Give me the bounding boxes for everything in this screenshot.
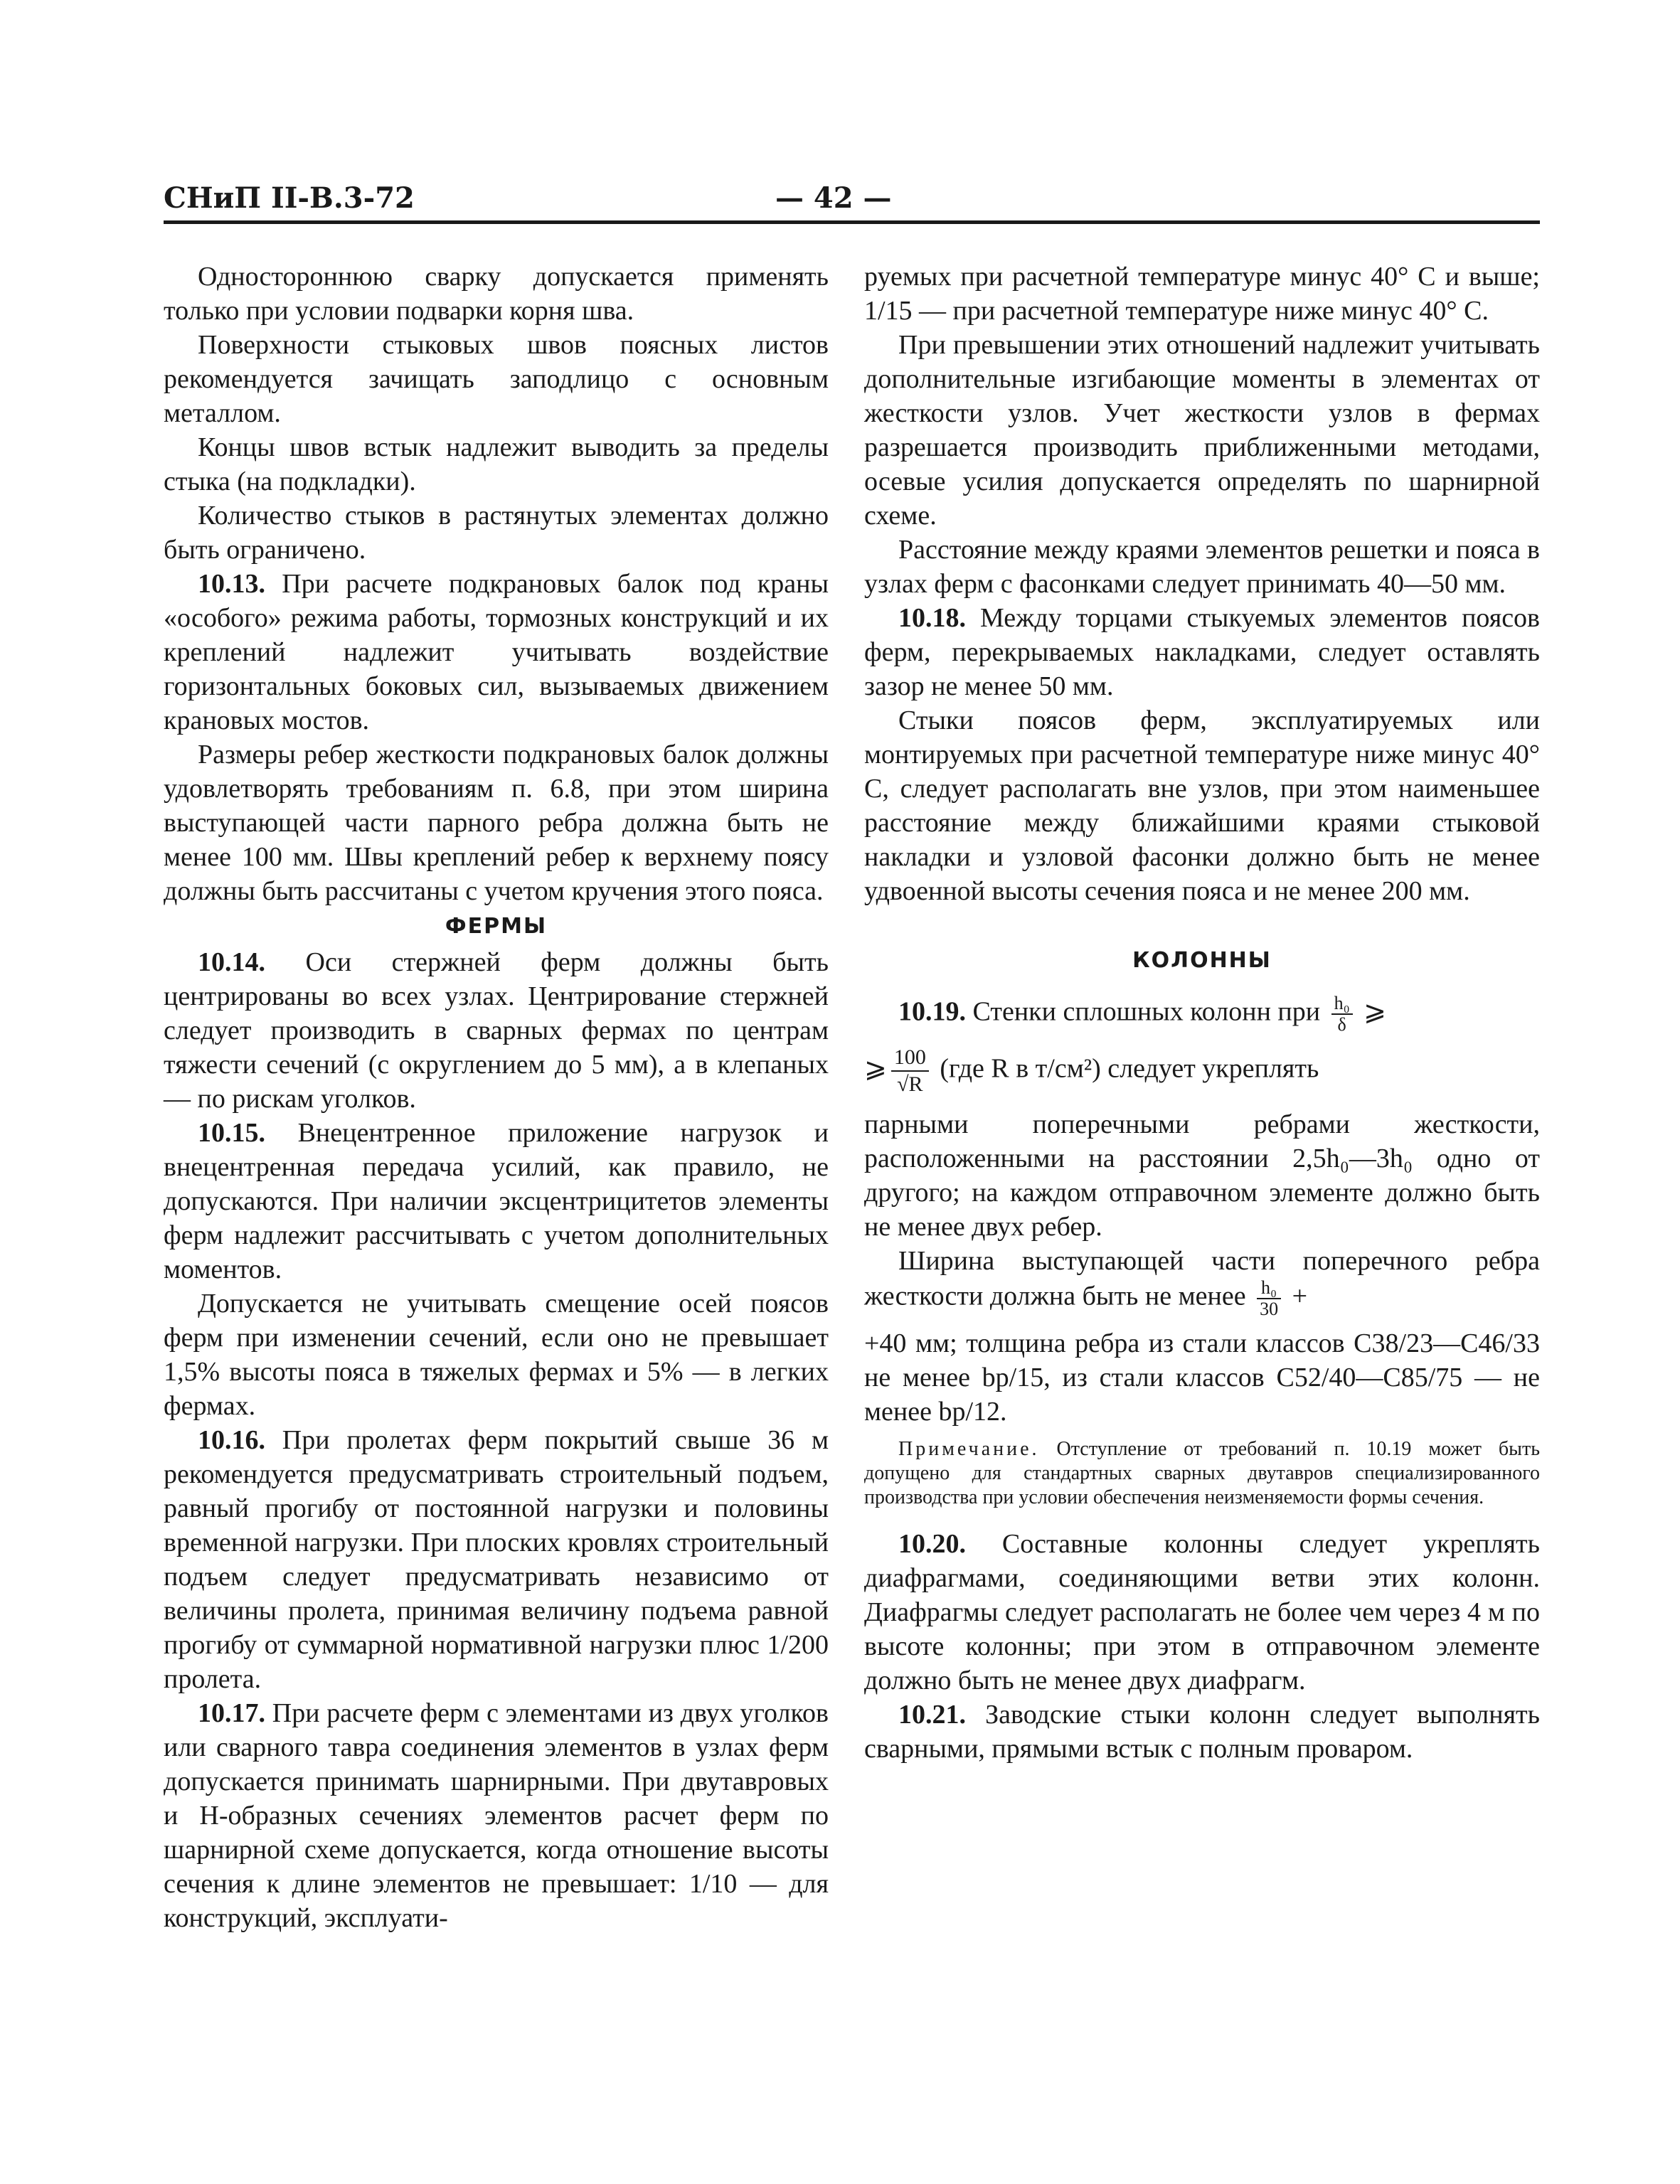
clause-number: 10.21. [898, 1700, 966, 1730]
clause-number: 10.15. [198, 1118, 265, 1148]
paragraph-rib-width [864, 1244, 1540, 1319]
clause-text: Внецентренное приложение нагрузок и внецентренная передача усилий, как правило, не допускаются. При наличии эксцентрицитетов элементы ферм надлежит рассчитывать с учетом дополнительных моментов. [164, 1118, 829, 1284]
fraction-numerator: h₀ [1257, 1278, 1281, 1299]
fraction-numerator: h₀ [1331, 994, 1353, 1015]
left-column [164, 260, 829, 1935]
clause-number: 10.13. [198, 569, 265, 599]
page-header [164, 181, 1540, 224]
fraction-denominator: 30 [1260, 1299, 1279, 1319]
spacer [864, 1319, 1540, 1326]
page-number: — 42 — [775, 181, 892, 215]
clause-number: 10.20. [898, 1529, 966, 1559]
document-code: СНиП II-В.3-72 [164, 181, 415, 215]
paragraph: Стыки поясов ферм, эксплуатируемых или монтируемых при расчетной температуре ниже минус 40° С, следует располагать вне узлов, при этом наименьшее расстояние между ближайшими краями стыковой накладки и узловой фасонки должно быть не менее удвоенной высоты сечения пояса и не менее 200 мм. [864, 705, 1540, 906]
fraction-h0-30 [1257, 1278, 1281, 1319]
paragraph: Концы швов встык надлежит выводить за пределы стыка (на подкладки). [164, 432, 829, 496]
header-rule [164, 220, 1540, 224]
clause-text: При расчете подкрановых балок под краны «особого» режима работы, тормозных конструкций и их креплений надлежит учитывать воздействие горизонтальных боковых сил, вызываемых движением крановых мостов. [164, 569, 829, 735]
note-label: Примечание. [898, 1438, 1040, 1460]
section-title-kolonny: КОЛОННЫ [1132, 948, 1272, 973]
spacer [864, 908, 1540, 942]
spacer [864, 979, 1540, 994]
clause-text: Между торцами стыкуемых элементов поясов ферм, перекрываемых накладками, следует оставлять зазор не менее 50 мм. [864, 603, 1540, 701]
paragraph-10-19-line1 [864, 994, 1540, 1035]
clause-text: (где R в т/см²) следует укреплять [932, 1053, 1319, 1084]
paragraph-10-13 [164, 567, 829, 737]
section-title-fermy: ФЕРМЫ [445, 914, 548, 939]
fraction-h0-delta [1331, 994, 1353, 1035]
clause-text: Ширина выступающей части поперечного ребра жесткости должна быть не менее [864, 1246, 1540, 1311]
clause-number: 10.18. [898, 603, 966, 633]
paragraph: Допускается не учитывать смещение осей поясов ферм при изменении сечений, если оно не превышает 1,5% высоты пояса в тяжелых фермах и 5% — в легких фермах. [164, 1289, 829, 1421]
spacer [864, 1035, 1540, 1045]
paragraph: При превышении этих отношений надлежит учитывать дополнительные изгибающие моменты в элементах от жесткости узлов. Учет жесткости узлов в фермах разрешается производить приближенными методами, осевые усилия допускается определять по шарнирной схеме. [864, 330, 1540, 531]
fraction-numerator: 100 [891, 1045, 929, 1072]
paragraph: Количество стыков в растянутых элементах должно быть ограничено. [164, 501, 829, 565]
paragraph: руемых при расчетной температуре минус 40° С и выше; 1/15 — при расчетной температуре ниже минус 40° С. [864, 262, 1540, 326]
paragraph: +40 мм; толщина ребра из стали классов С38/23—С46/33 не менее bр/15, из стали классов С52/40—С85/75 — не менее bр/12. [864, 1328, 1540, 1427]
clause-number: 10.19. [898, 996, 966, 1027]
paragraph: Одностороннюю сварку допускается применять только при условии подварки корня шва. [164, 262, 829, 326]
paragraph-10-19-line2 [864, 1045, 1540, 1097]
inequality-sign: ⩾ [864, 1053, 887, 1084]
clause-text: ⩾ [1356, 996, 1387, 1027]
fraction-denominator: δ [1337, 1014, 1346, 1035]
note [864, 1437, 1540, 1510]
clause-text: Оси стержней ферм должны быть центрированы во всех узлах. Центрирование стержней следует производить в сварных фермах по центрам тяжести сечений (с округлением до 5 мм), а в клепаных — по рискам уголков. [164, 947, 829, 1114]
paragraph: парными поперечными ребрами жесткости, расположенными на расстоянии 2,5h₀—3h₀ одно от другого; на каждом отправочном элементе должно быть не менее двух ребер. [864, 1109, 1540, 1242]
clause-text: + [1285, 1281, 1308, 1311]
clause-text: При пролетах ферм покрытий свыше 36 м рекомендуется предусматривать строительный подъем, равный прогибу от постоянной нагрузки и половины временной нагрузки. При плоских кровлях строительный подъем следует предусматривать независимо от величины пролета, принимая величину подъема равной прогибу от суммарной нормативной нагрузки плюс 1/200 пролета. [164, 1425, 829, 1694]
paragraph: Расстояние между краями элементов решетки и пояса в узлах ферм с фасонками следует принимать 40—50 мм. [864, 535, 1540, 599]
paragraph-10-17 [164, 1696, 829, 1935]
paragraph: Поверхности стыковых швов поясных листов рекомендуется зачищать заподлицо с основным металлом. [164, 330, 829, 428]
paragraph-10-18 [864, 601, 1540, 703]
paragraph-10-20 [864, 1527, 1540, 1698]
paragraph-10-15 [164, 1116, 829, 1287]
clause-text: Стенки сплошных колонн при [966, 996, 1327, 1027]
clause-text: При расчете ферм с элементами из двух уголков или сварного тавра соединения элементов в узлах ферм допускается принимать шарнирными. При двутавровых и Н-образных сечениях элементов расчет ферм по шарнирной схеме допускается, когда отношение высоты сечения к длине элементов не превышает: 1/10 — для конструкций, эксплуати- [164, 1698, 829, 1933]
fraction-denominator: √R [897, 1072, 923, 1096]
note-text: Отступление от требований п. 10.19 может быть допущено для стандартных сварных двутавров специализированного производства при условии обеспечения неизменяемости формы сечения. [864, 1438, 1540, 1508]
right-column [864, 260, 1540, 1766]
paragraph: Размеры ребер жесткости подкрановых балок должны удовлетворять требованиям п. 6.8, при этом ширина выступающей части парного ребра должна быть не менее 100 мм. Швы креплений ребер к верхнему поясу должны быть рассчитаны с учетом кручения этого пояса. [164, 740, 829, 906]
clause-text: Заводские стыки колонн следует выполнять сварными, прямыми встык с полным проваром. [864, 1700, 1540, 1764]
clause-number: 10.14. [198, 947, 265, 977]
clause-number: 10.17. [198, 1698, 265, 1728]
fraction-100-sqrt-r [891, 1045, 929, 1097]
paragraph-10-16 [164, 1423, 829, 1696]
spacer [864, 1097, 1540, 1107]
paragraph-10-14 [164, 945, 829, 1116]
clause-number: 10.16. [198, 1425, 265, 1455]
clause-text: Составные колонны следует укреплять диафрагмами, соединяющими ветви этих колонн. Диафрагмы следует располагать не более чем через 4 м по высоте колонны; при этом в отправочном элементе должно быть не менее двух диафрагм. [864, 1529, 1540, 1695]
paragraph-10-21 [864, 1698, 1540, 1766]
